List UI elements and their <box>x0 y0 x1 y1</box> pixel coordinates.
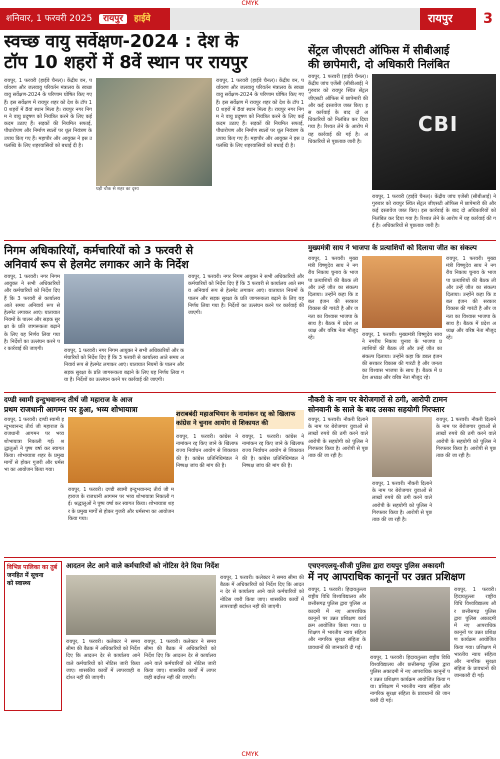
late-staff-body-3: रायपुर, 1 फरवरी। कलेक्टर ने समय सीमा की बैठक में अधिकारियों को निर्देश दिए कि आदतन देर से कार्यालय आने वाले कर्मचारियों को नोटिस जारी किया जाए। शासकीय कार्यों में लापरवाही बर्दाश्त नहीं की जाएगी। <box>220 575 304 610</box>
cm-story <box>308 244 496 390</box>
helmet-headline-2: अनिवार्य रूप से हेलमेट लगाकर आने के निर्देश <box>4 258 189 271</box>
lead-headline-2: टॉप 10 शहरों में 8वें स्थान पर रायपुर <box>4 53 248 73</box>
divider-2 <box>4 392 496 393</box>
section-name: रायपुर <box>428 12 453 25</box>
sidebar-box <box>4 561 62 711</box>
cm-side-column: रायपुर, 1 फरवरी। मुख्यमंत्री विष्णुदेव साय ने नगरीय निकाय चुनाव के भाजपा प्रत्याशियों की बैठक ली और उन्हें जीत का संकल्प दिलाया। उन्होंने कहा कि डबल इंजन की सरकार विकास की गारंटी है और जनता का विश्वास भाजपा के साथ है। बैठक में प्रदेश अध्यक्ष और वरिष्ठ नेता मौजूद रहे। <box>446 256 496 342</box>
training-headline-1: एचएनएलयू-सीजी पुलिस द्वारा रायपुर पुलिस अकादमी <box>308 562 445 570</box>
sidebar-line-3: को स्वास्थ्य <box>7 580 31 587</box>
fraud-body-3: रायपुर, 1 फरवरी। नौकरी दिलाने के नाम पर बेरोजगार युवाओं से लाखों रुपये की ठगी करने वाले आरोपी के सहयोगी को पुलिस ने गिरफ्तार किया है। आरोपी से पूछताछ की जा रही है। <box>372 481 432 524</box>
helmet-body-mid: रायपुर, 1 फरवरी। नगर निगम आयुक्त ने सभी अधिकारियों और कर्मचारियों को निर्देश दिए हैं कि 3 फरवरी से कार्यालय आते समय अनिवार्य रूप से हेलमेट लगाकर आएं। यातायात नियमों के पालन और सड़क सुरक्षा के प्रति जागरूकता बढ़ाने के लिए यह निर्णय लिया गया है। निर्देशों का उल्लंघन करने पर कार्रवाई की जाएगी। <box>64 348 184 383</box>
late-staff-headline: आदतन लेट आने वाले कर्मचारियों को नोटिस देने दिया निर्देश <box>66 562 219 570</box>
cbi-body: रायपुर, 1 फरवरी (हाईवे चैनल)। केंद्रीय जांच एजेंसी (सीबीआई) ने गुरुवार को रायपुर स्थित सेंट्रल जीएसटी ऑफिस में छापेमारी की और कई दस्तावेज जब्त किए। इस कार्रवाई के बाद दो अधिकारियों को निलंबित कर दिया गया है। रिश्वत लेने के आरोप में यह कार्रवाई की गई है। अधिकारियों से पूछताछ जारी है। <box>308 74 368 145</box>
swami-photo <box>68 417 174 483</box>
lead-headline-1: स्वच्छ वायु सर्वेक्षण-2024 : देश के <box>4 32 239 52</box>
late-staff-story <box>66 561 304 751</box>
fraud-body: रायपुर, 1 फरवरी। नौकरी दिलाने के नाम पर बेरोजगार युवाओं से लाखों रुपये की ठगी करने वाले आरोपी के सहयोगी को पुलिस ने गिरफ्तार किया है। आरोपी से पूछताछ की जा रही है। <box>308 417 368 460</box>
swami-body-continued: रायपुर, 1 फरवरी। दण्डी स्वामी इन्दुभवानन्द तीर्थ जी महाराज के राजधानी आगमन पर भव्य शोभायात्रा निकाली गई। श्रद्धालुओं ने पुष्प वर्षा कर स्वागत किया। शोभायात्रा शहर के प्रमुख मार्गों से होकर गुजरी और धर्मसभा का आयोजन किया गया। <box>68 487 174 522</box>
fraud-photo <box>372 417 432 477</box>
cm-body-continued: रायपुर, 1 फरवरी। मुख्यमंत्री विष्णुदेव साय ने नगरीय निकाय चुनाव के भाजपा प्रत्याशियों की बैठक ली और उन्हें जीत का संकल्प दिलाया। उन्होंने कहा कि डबल इंजन की सरकार विकास की गारंटी है और जनता का विश्वास भाजपा के साथ है। बैठक में प्रदेश अध्यक्ष और वरिष्ठ नेता मौजूद रहे। <box>362 332 442 382</box>
cbi-badge: CBI <box>418 112 459 136</box>
lead-photo-caption: घड़ी चौक से शहर का दृश्य <box>96 187 139 192</box>
masthead-edition: रायपुर <box>99 14 127 24</box>
masthead <box>0 8 500 30</box>
congress-headline: शराबबंदी महाअभियान के नामांकन रद्द को खिलाफ कांग्रेस ने चुनाव आयोग से शिकायत की <box>176 410 304 429</box>
lead-body-right: रायपुर, 1 फरवरी (हाईवे चैनल)। केंद्रीय वन, पर्यावरण और जलवायु परिवर्तन मंत्रालय के स्वच्छ वायु सर्वेक्षण-2024 के परिणाम घोषित किए गए हैं। इस सर्वेक्षण में रायपुर शहर को देश के टॉप 10 शहरों में 8वां स्थान मिला है। रायपुर नगर निगम ने वायु प्रदूषण को नियंत्रित करने के लिए कई कदम उठाए हैं। सड़कों की नियमित सफाई, पौधारोपण और निर्माण स्थलों पर धूल नियंत्रण के उपाय किए गए हैं। महापौर और आयुक्त ने इस उपलब्धि के लिए शहरवासियों को बधाई दी है। <box>216 78 304 149</box>
congress-body-2: रायपुर, 1 फरवरी। कांग्रेस ने नामांकन रद्द किए जाने के खिलाफ राज्य निर्वाचन आयोग से शिकायत की है। कांग्रेस प्रतिनिधिमंडल ने निष्पक्ष जांच की मांग की है। <box>242 434 304 469</box>
divider-1 <box>4 240 496 241</box>
congress-story <box>176 410 304 555</box>
cbi-headline-2: की छापेमारी, दो अधिकारी निलंबित <box>308 58 450 71</box>
late-staff-photo <box>66 575 216 635</box>
masthead-date: शनिवार, 1 फरवरी 2025 <box>6 14 93 24</box>
training-body-3: रायपुर, 1 फरवरी। हिदायतुल्ला राष्ट्रीय विधि विश्वविद्यालय और छत्तीसगढ़ पुलिस द्वारा पुलिस अकादमी में नए आपराधिक कानूनों पर उन्नत प्रशिक्षण कार्यक्रम आयोजित किया गया। प्रशिक्षण में भारतीय न्याय संहिता और नागरिक सुरक्षा संहिता के प्रावधानों की जानकारी दी गई। <box>454 587 496 680</box>
fraud-headline-2: सोनवानी के साले के बाद उसका सहयोगी गिरफ्तार <box>308 405 445 414</box>
helmet-body-right: रायपुर, 1 फरवरी। नगर निगम आयुक्त ने सभी अधिकारियों और कर्मचारियों को निर्देश दिए हैं कि 3 फरवरी से कार्यालय आते समय अनिवार्य रूप से हेलमेट लगाकर आएं। यातायात नियमों के पालन और सड़क सुरक्षा के प्रति जागरूकता बढ़ाने के लिए यह निर्णय लिया गया है। निर्देशों का उल्लंघन करने पर कार्रवाई की जाएगी। <box>188 274 304 317</box>
cbi-story <box>308 44 496 238</box>
cbi-headline-1: सेंट्रल जीएसटी ऑफिस में सीबीआई <box>308 44 450 57</box>
swami-body: रायपुर, 1 फरवरी। दण्डी स्वामी इन्दुभवानन्द तीर्थ जी महाराज के राजधानी आगमन पर भव्य शोभायात्रा निकाली गई। श्रद्धालुओं ने पुष्प वर्षा कर स्वागत किया। शोभायात्रा शहर के प्रमुख मार्गों से होकर गुजरी और धर्मसभा का आयोजन किया गया। <box>4 417 64 474</box>
training-headline-2: में नए आपराधिक कानूनों पर उन्नत प्रशिक्षण <box>308 572 466 583</box>
fraud-story <box>308 395 496 555</box>
swami-headline-1: दण्डी स्वामी इन्दुभवानन्द तीर्थ जी महाराज के आज <box>4 396 133 404</box>
masthead-ad-strip <box>170 8 420 30</box>
cm-body: रायपुर, 1 फरवरी। मुख्यमंत्री विष्णुदेव साय ने नगरीय निकाय चुनाव के भाजपा प्रत्याशियों की बैठक ली और उन्हें जीत का संकल्प दिलाया। उन्होंने कहा कि डबल इंजन की सरकार विकास की गारंटी है और जनता का विश्वास भाजपा के साथ है। बैठक में प्रदेश अध्यक्ष और वरिष्ठ नेता मौजूद रहे। <box>308 256 358 342</box>
sidebar-line-1: विभिन्न पालिका का तुर्ब <box>7 564 58 571</box>
training-body: रायपुर, 1 फरवरी। हिदायतुल्ला राष्ट्रीय विधि विश्वविद्यालय और छत्तीसगढ़ पुलिस द्वारा पुलिस अकादमी में नए आपराधिक कानूनों पर उन्नत प्रशिक्षण कार्यक्रम आयोजित किया गया। प्रशिक्षण में भारतीय न्याय संहिता और नागरिक सुरक्षा संहिता के प्रावधानों की जानकारी दी गई। <box>308 587 366 651</box>
masthead-brand: हाईवे <box>133 14 151 24</box>
print-mark-bottom: CMYK <box>241 751 259 758</box>
helmet-body-left: रायपुर, 1 फरवरी। नगर निगम आयुक्त ने सभी अधिकारियों और कर्मचारियों को निर्देश दिए हैं कि 3 फरवरी से कार्यालय आते समय अनिवार्य रूप से हेलमेट लगाकर आएं। यातायात नियमों के पालन और सड़क सुरक्षा के प्रति जागरूकता बढ़ाने के लिए यह निर्णय लिया गया है। निर्देशों का उल्लंघन करने पर कार्रवाई की जाएगी। <box>4 274 60 353</box>
congress-body: रायपुर, 1 फरवरी। कांग्रेस ने नामांकन रद्द किए जाने के खिलाफ राज्य निर्वाचन आयोग से शिकायत की है। कांग्रेस प्रतिनिधिमंडल ने निष्पक्ष जांच की मांग की है। <box>176 434 238 469</box>
swami-story <box>4 395 174 555</box>
page-number: 3 <box>476 8 500 30</box>
divider-3 <box>4 557 496 558</box>
training-body-2: रायपुर, 1 फरवरी। हिदायतुल्ला राष्ट्रीय विधि विश्वविद्यालय और छत्तीसगढ़ पुलिस द्वारा पुलिस अकादमी में नए आपराधिक कानूनों पर उन्नत प्रशिक्षण कार्यक्रम आयोजित किया गया। प्रशिक्षण में भारतीय न्याय संहिता और नागरिक सुरक्षा संहिता के प्रावधानों की जानकारी दी गई। <box>370 655 450 705</box>
cm-headline: मुख्यमंत्री साय ने भाजपा के प्रत्याशियों को दिलाया जीत का संकल्प <box>308 244 477 252</box>
cm-photo <box>362 256 442 328</box>
lead-photo <box>96 78 212 186</box>
training-photo <box>370 587 450 651</box>
sidebar-line-2: जनहित में सूचना <box>7 572 44 579</box>
swami-headline-2: प्रथम राजधानी आगमन पर हुआ, भव्य शोभायात्रा <box>4 405 138 414</box>
cbi-photo <box>372 74 496 190</box>
lead-body-left: रायपुर, 1 फरवरी (हाईवे चैनल)। केंद्रीय वन, पर्यावरण और जलवायु परिवर्तन मंत्रालय के स्वच्छ वायु सर्वेक्षण-2024 के परिणाम घोषित किए गए हैं। इस सर्वेक्षण में रायपुर शहर को देश के टॉप 10 शहरों में 8वां स्थान मिला है। रायपुर नगर निगम ने वायु प्रदूषण को नियंत्रित करने के लिए कई कदम उठाए हैं। सड़कों की नियमित सफाई, पौधारोपण और निर्माण स्थलों पर धूल नियंत्रण के उपाय किए गए हैं। महापौर और आयुक्त ने इस उपलब्धि के लिए शहरवासियों को बधाई दी है। <box>4 78 92 149</box>
cbi-body-continued: रायपुर, 1 फरवरी (हाईवे चैनल)। केंद्रीय जांच एजेंसी (सीबीआई) ने गुरुवार को रायपुर स्थित सेंट्रल जीएसटी ऑफिस में छापेमारी की और कई दस्तावेज जब्त किए। इस कार्रवाई के बाद दो अधिकारियों को निलंबित कर दिया गया है। रिश्वत लेने के आरोप में यह कार्रवाई की गई है। अधिकारियों से पूछताछ जारी है। <box>372 194 496 229</box>
masthead-date-bar <box>0 8 170 30</box>
helmet-story <box>4 244 304 390</box>
lead-story <box>4 32 304 238</box>
late-staff-body: रायपुर, 1 फरवरी। कलेक्टर ने समय सीमा की बैठक में अधिकारियों को निर्देश दिए कि आदतन देर से कार्यालय आने वाले कर्मचारियों को नोटिस जारी किया जाए। शासकीय कार्यों में लापरवाही बर्दाश्त नहीं की जाएगी। <box>66 639 140 682</box>
fraud-body-2: रायपुर, 1 फरवरी। नौकरी दिलाने के नाम पर बेरोजगार युवाओं से लाखों रुपये की ठगी करने वाले आरोपी के सहयोगी को पुलिस ने गिरफ्तार किया है। आरोपी से पूछताछ की जा रही है। <box>436 417 496 460</box>
late-staff-body-2: रायपुर, 1 फरवरी। कलेक्टर ने समय सीमा की बैठक में अधिकारियों को निर्देश दिए कि आदतन देर से कार्यालय आने वाले कर्मचारियों को नोटिस जारी किया जाए। शासकीय कार्यों में लापरवाही बर्दाश्त नहीं की जाएगी। <box>144 639 216 682</box>
helmet-headline-1: निगम अधिकारियों, कर्मचारियों को 3 फरवरी से <box>4 244 194 257</box>
police-training-story <box>308 561 496 751</box>
section-label <box>420 8 500 30</box>
print-mark-top: CMYK <box>241 0 259 7</box>
fraud-headline-1: नौकरी के नाम पर बेरोजगारों से ठगी, आरोपी टामन <box>308 395 448 404</box>
helmet-photo <box>64 274 184 344</box>
